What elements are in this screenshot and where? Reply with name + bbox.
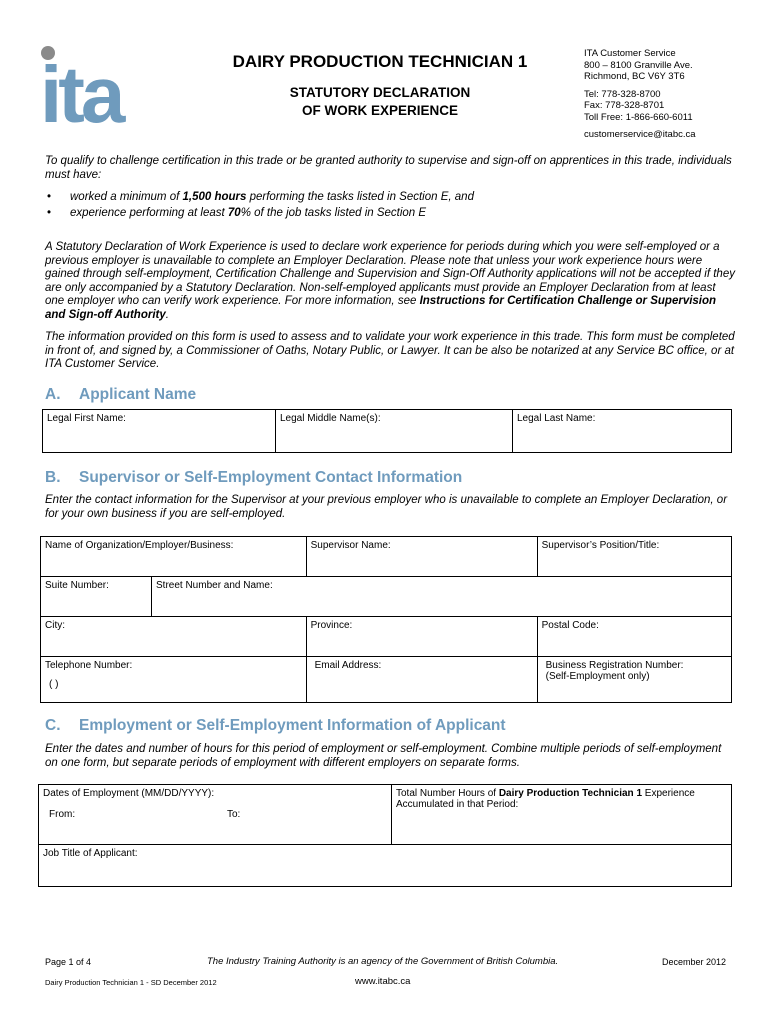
requirement-item: • worked a minimum of 1,500 hours performing the tasks listed in Section E, and bbox=[45, 191, 735, 205]
employment-info-table bbox=[38, 784, 732, 887]
contact-block bbox=[584, 48, 696, 141]
street-field[interactable]: Street Number and Name: bbox=[152, 577, 732, 617]
logo-text: ita bbox=[40, 50, 122, 126]
applicant-name-table bbox=[42, 409, 732, 453]
instructions-reference: Instructions for Certification Challenge or Supervision and Sign-off Authority bbox=[45, 295, 717, 321]
organization-name-field[interactable]: Name of Organization/Employer/Business: bbox=[41, 537, 307, 577]
subtitle-line-2: OF WORK EXPERIENCE bbox=[301, 103, 458, 118]
business-registration-field[interactable]: Business Registration Number: (Self-Employment only) bbox=[537, 657, 731, 703]
job-title-field[interactable]: Job Title of Applicant: bbox=[39, 845, 732, 887]
document-reference: Dairy Production Technician 1 - SD December 2012 bbox=[45, 978, 217, 987]
contact-tollfree: Toll Free: 1-866-660-6011 bbox=[584, 111, 693, 123]
city-field[interactable]: City: bbox=[41, 617, 307, 657]
section-b-heading: B. Supervisor or Self-Employment Contact Information bbox=[45, 469, 463, 486]
contact-tel: Tel: 778-328-8700 bbox=[584, 88, 661, 100]
agency-statement: The Industry Training Authority is an agency of the Government of British Columbia. bbox=[207, 956, 559, 967]
declaration-explanation: A Statutory Declaration of Work Experience is used to declare work experience for periods during which you were self-employed or a previous employer is unavailable to complete an Employer Declaration. Please note that unless your work experience hours were gained through self-employment, Certification Challenge and Supervision and Sign-Off Authority applications will not be accepted if they are only accompanied by a Statutory Declaration. Non-self-employed applicants must provide an Employer Declaration from at least one employer who can verify work experience. For more information, see Instructions for Certification Challenge or Supervision and Sign-off Authority. bbox=[45, 241, 735, 321]
requirements-list bbox=[45, 191, 735, 222]
contact-address-2: Richmond, BC V6Y 3T6 bbox=[584, 71, 685, 82]
contact-email[interactable]: customerservice@itabc.ca bbox=[584, 129, 696, 140]
requirement-item: • experience performing at least 70% of the job tasks listed in Section E bbox=[45, 207, 735, 221]
legal-middle-name-field[interactable]: Legal Middle Name(s): bbox=[276, 410, 513, 453]
supervisor-name-field[interactable]: Supervisor Name: bbox=[306, 537, 537, 577]
page-title: DAIRY PRODUCTION TECHNICIAN 1 bbox=[232, 52, 528, 71]
suite-number-field[interactable]: Suite Number: bbox=[41, 577, 152, 617]
supervisor-position-field[interactable]: Supervisor’s Position/Title: bbox=[537, 537, 731, 577]
province-field[interactable]: Province: bbox=[306, 617, 537, 657]
contact-fax: Fax: 778-328-8701 bbox=[584, 100, 665, 111]
area-code-parens: ( ) bbox=[49, 679, 59, 690]
telephone-field[interactable]: Telephone Number: ( ) bbox=[41, 657, 307, 703]
section-a-heading: A. Applicant Name bbox=[45, 386, 197, 403]
page-number: Page 1 of 4 bbox=[45, 957, 92, 967]
contact-info-table bbox=[40, 536, 732, 703]
to-date-label: To: bbox=[227, 809, 241, 820]
notarization-info: The information provided on this form is used to assess and to validate your work experience in this trade. This form must be completed in front of, and signed by, a Commissioner of Oaths, Notary Public, or Lawyer. It can be also be notarized at any Service BC office, or at ITA Customer Service. bbox=[45, 331, 735, 370]
ita-logo bbox=[40, 44, 148, 126]
intro-text: To qualify to challenge certification in this trade or be granted authority to supervise and sign-off on apprentices in this trade, individuals must have: bbox=[45, 155, 732, 181]
page-subtitle bbox=[230, 84, 530, 120]
contact-address-1: 800 – 8100 Granville Ave. bbox=[584, 59, 693, 71]
subtitle-line-1: STATUTORY DECLARATION bbox=[289, 85, 471, 100]
from-date-label: From: bbox=[49, 809, 76, 820]
dates-of-employment-field[interactable]: Dates of Employment (MM/DD/YYYY): From: To: bbox=[39, 785, 392, 845]
website-link[interactable]: www.itabc.ca bbox=[355, 976, 411, 987]
total-hours-field[interactable]: Total Number Hours of Dairy Production Technician 1 Experience Accumulated in that Period: bbox=[392, 785, 732, 845]
email-address-field[interactable]: Email Address: bbox=[306, 657, 537, 703]
contact-name: ITA Customer Service bbox=[584, 48, 676, 59]
section-c-heading: C. Employment or Self-Employment Information of Applicant bbox=[45, 717, 506, 734]
legal-first-name-field[interactable]: Legal First Name: bbox=[43, 410, 276, 453]
footer-date: December 2012 bbox=[662, 957, 727, 967]
section-b-description: Enter the contact information for the Supervisor at your previous employer who is unavailable to complete an Employer Declaration, or for your own business if you are self-employed. bbox=[45, 494, 728, 520]
postal-code-field[interactable]: Postal Code: bbox=[537, 617, 731, 657]
legal-last-name-field[interactable]: Legal Last Name: bbox=[513, 410, 732, 453]
section-c-description: Enter the dates and number of hours for this period of employment or self-employment. Combine multiple periods of self-employment on one form, but separate periods of employment with different employers on separate forms. bbox=[45, 743, 722, 769]
